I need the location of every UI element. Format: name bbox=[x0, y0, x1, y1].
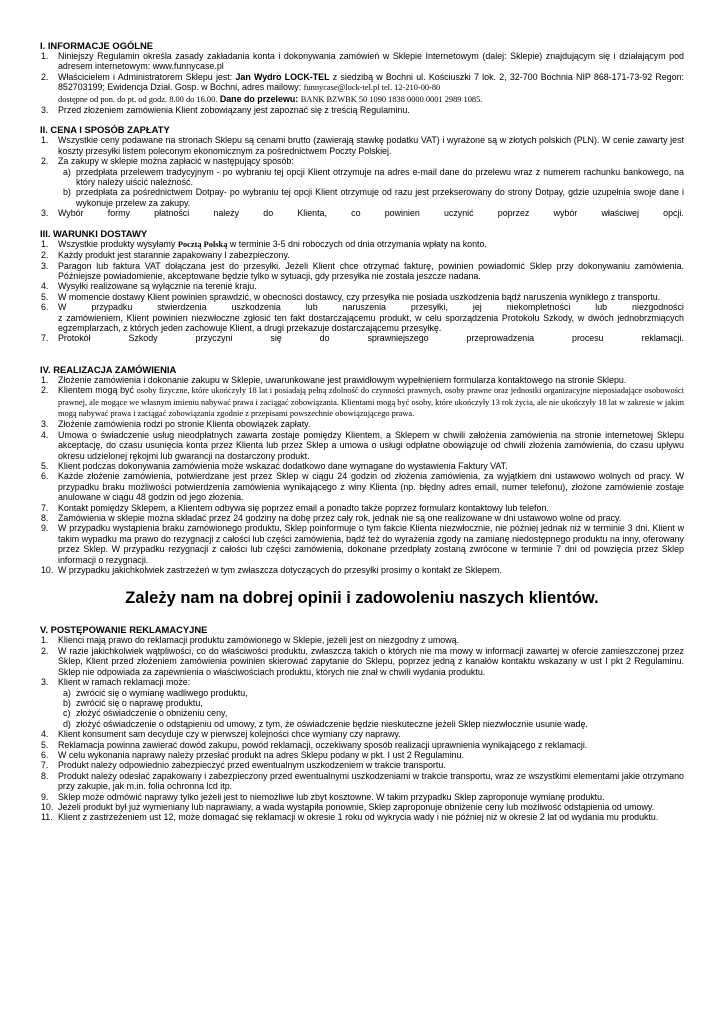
section-4-item: 8. Zamówienia w sklepie można składać przez 24 godziny na dobę przez cały rok, jednak nie są one realizowane w dni ustawowo wolne od pracy. bbox=[41, 513, 622, 524]
section-3-item: 7. Protokół Szkody przyczyni się do sprawniejszego przeprowadzenia procesu reklamacji. bbox=[41, 333, 684, 344]
section-2-subitem: b) przedpłata za pośrednictwem Dotpay- po wybraniu tej opcji Klient otrzymuje od razu jest przekserowany do strony Dotpay, gdzie uzupełnia swoje dane i wykonuje przelew za zakupy. bbox=[63, 187, 684, 208]
section-4-item: 2. Klientem mogą być osoby fizyczne, które ukończyły 18 lat i posiadają pełną zdolność do czynności prawnych, osoby prawne oraz jednostki organizacyjne nieposiadające osobowości prawnej, ale mogące we własnym imieniu nabywać prawa i zaciągać zobowiązania. Klientami mogą być osoby, które ukończyły 13 rok życia, ale nie ukończyły 18 lat w zakresie w jakim mogą nabywać prawa i zaciągać zobowiązania zgodnie z przepisami powszechnie obowiązującego prawa. bbox=[41, 385, 684, 418]
section-5-subitem: d) złożyć oświadczenie o odstąpieniu od umowy, z tym, że oświadczenie będzie nieskuteczne jeżeli Sklep niezwłocznie usunie wadę. bbox=[63, 718, 588, 729]
section-4-item: 5. Klient podczas dokonywania zamówienia może wskazać dodatkowo dane wymagane do wystawienia Faktury VAT. bbox=[41, 461, 508, 471]
contact-email: funnycase@lock-tel.pl tel. 12-210-00-80 bbox=[303, 83, 441, 93]
section-3-heading: III. WARUNKI DOSTAWY bbox=[40, 227, 148, 239]
section-5-item: 3. Klient w ramach reklamacji może: bbox=[41, 677, 191, 688]
section-5-item: 6. W celu wykonania naprawy należy przesłać produkt na adres Sklepu podany w pkt. I ust 2 Regulaminu. bbox=[41, 749, 465, 760]
section-1-heading: I. INFORMACJE OGÓLNE bbox=[40, 40, 154, 51]
section-1-item: 2. Właścicielem i Administratorem Sklepu jest: Jan Wydro LOCK-TEL z siedzibą w Bochni ul. Kościuszki 7 lok. 2, 32-700 Bochnia NIP 868-171-73-92 Regon: 852703199; Ewidencja Dział. Gosp. w Bochni, adres mailowy: funnycase@lock-tel.pl tel. 12-210-00-80 dostępne od pon. do pt. od godz. 8.00 do 16.00. Dane do przelewu: BANK BZWBK 50 1090 1838 0000 0001 2989 1085. bbox=[41, 71, 684, 104]
section-5-heading: V. POSTĘPOWANIE REKLAMACYJNE bbox=[40, 624, 208, 636]
section-5-item: 11. Klient z zastrzeżeniem ust 12, może domagać się reklamacji w okresie 1 roku od wykrycia wady i nie później niż w okresie 2 lat od wydania mu produktu. bbox=[41, 812, 659, 823]
regulamin-document bbox=[40, 40, 684, 823]
bank-account: BANK BZWBK 50 1090 1838 0000 0001 2989 1085. bbox=[300, 94, 483, 104]
slogan-heading: Zależy nam na dobrej opinii i zadowoleniu naszych klientów. bbox=[125, 589, 599, 608]
section-5-item: 1. Klienci mają prawo do reklamacji produktu zamówionego w Sklepie, jeżeli jest on niezgodny z umową. bbox=[41, 635, 460, 646]
section-4-heading: IV. REALIZACJA ZAMÓWIENIA bbox=[40, 363, 177, 375]
section-5-subitem: c) złożyć oświadczenie o obniżeniu ceny, bbox=[63, 708, 228, 719]
section-2-item: 3. Wybór formy płatności należy do Klienta, co powinien uczynić poprzez wybór właściwej opcji. bbox=[41, 208, 684, 219]
section-4-item: 9. W przypadku wystąpienia braku zamówionego produktu, Sklep poinformuje o tym fakcie Klienta niezwłocznie, nie później jednak niż w terminie 3 dni. Klient w takim wypadku ma prawo do rezygnacji z całości lub części zamówienia, bądź też do wyrażenia zgody na zamianę niedostępnego produktu na inny, oferowany przez Sklep. W przypadku rezygnacji z całości lub części zamówienia, dokonane przedpłaty zostaną zwrócone w terminie 7 dni od powzięcia przez Sklep informacji o rezygnacji. bbox=[41, 523, 684, 565]
section-2-subitem: a) przedpłata przelewem tradycyjnym - po wybraniu tej opcji Klient otrzymuje na adres e-mail dane do przelewu wraz z numerem rachunku bankowego, na który należy uiścić należność. bbox=[63, 166, 684, 188]
section-5-item: 2. W razie jakichkolwiek wątpliwości, co do właściwości produktu, zwłaszcza takich o których nie ma mowy w informacji zawartej w ofercie zamieszczonej przez Sklep, Klient przed złożeniem zamówienia powinien skierować zapytanie do Sklepu, poprzez jedną z kanałów kontaktu wskazany w ust I pkt 2 Regulaminu. Sklep nie odpowiada za zapewnienia o właściwościach produktu, których nie znał w chwili wydania produktu. bbox=[41, 645, 684, 677]
owner-name: Jan Wydro LOCK-TEL bbox=[235, 71, 330, 82]
section-3-item: 6. W przypadku stwierdzenia uszkodzenia lub naruszenia przesyłki, jej niekompletności lub niezgodności z zamówieniem, Klient powinien niezwłoczne zgłosić ten fakt dostarczającemu produkt, w celu sporządzenia Protokołu Szkody, w dwóch jednobrzmiących egzemplarzach, z których jeden zachowuje Klient, a drugi przekazuje dostarczającemu przesyłkę. bbox=[41, 302, 684, 333]
section-5-item: 5. Reklamacja powinna zawierać dowód zakupu, powód reklamacji, oczekiwany sposób realizacji uprawnienia wynikającego z reklamacji. bbox=[41, 739, 588, 750]
section-4-item: 7. Kontakt pomiędzy Sklepem, a Klientem odbywa się poprzez email a ponadto także poprzez formularz kontaktowy lub telefon. bbox=[41, 502, 549, 513]
section-2-heading: II. CENA I SPOSÓB ZAPŁATY bbox=[40, 124, 170, 136]
section-4-item: 4. Umowa o świadczenie usług nieodpłatnych zawarta zostaje pomiędzy Klientem, a Sklepem w chwili założenia zamówienia na stronie internetowej Sklepu akceptację, do czasu usunięcia konta przez Klienta lub przez Sklep a umowa o usługi odpłatne obowiązuje od chwili złożenia zamówienia, do czasu upływu okresu udzielonej rękojmi lub gwarancji na dostarczony produkt. bbox=[41, 429, 684, 461]
section-3-item: 1. Wszystkie produkty wysyłamy Pocztą Polską w terminie 3-5 dni roboczych od dnia otrzymania wpłaty na konto. bbox=[41, 238, 487, 249]
section-4-item: 6. Każde złożenie zamówienia, potwierdzane jest przez Sklep w ciągu 24 godzin od złożenia zamówienia, za wyjątkiem dni ustawowo wolnych od pracy. W przypadku braku możliwości potwierdzenia zamówienia wynikającego z winy Klienta (np. błędny adres email, numer telefonu), złożone zamówienie zostaje anulowane w ciągu 48 godzin od jego złożenia. bbox=[41, 471, 684, 503]
section-5-item: 4. Klient konsument sam decyduje czy w pierwszej kolejności chce wymiany czy naprawy. bbox=[41, 729, 401, 740]
section-5-subitem: a) zwrócić się o wymianę wadliwego produktu, bbox=[63, 687, 248, 698]
section-5-subitem: b) zwrócić się o naprawę produktu, bbox=[63, 697, 203, 708]
section-5-item: 9. Sklep może odmówić naprawy tylko jeżeli jest to niemożliwe lub zbyt kosztowne. W takim przypadku Sklep zaproponuje wymianę produktu. bbox=[41, 791, 605, 802]
section-5-item: 7. Produkt należy odpowiednio zabezpieczyć przed ewentualnym uszkodzeniem w trakcie transportu. bbox=[41, 760, 446, 771]
section-2-item: 2. Za zakupy w sklepie można zapłacić w następujący sposób: bbox=[41, 156, 294, 167]
section-3-item: 5. W momencie dostawy Klient powinien sprawdzić, w obecności dostawcy, czy przesyłka nie posiada uszkodzenia bądź naruszenia wynikłego z transportu. bbox=[41, 291, 661, 302]
section-3-item: 2. Każdy produkt jest starannie zapakowany I zabezpieczony. bbox=[41, 250, 290, 261]
section-3-item: 4. Wysyłki realizowane są wyłącznie na terenie kraju. bbox=[41, 281, 257, 292]
section-3-item: 3. Paragon lub faktura VAT dołączana jest do przesyłki. Jeżeli Klient chce otrzymać fakturę, powinien powiadomić Sklep przy dokonywaniu zamówienia. Późniejsze powiadomienie, akceptowane będzie tylko w sytuacji, gdy przesyłka nie została jeszcze nadana. bbox=[41, 260, 684, 281]
section-2-item: 1. Wszystkie ceny podawane na stronach Sklepu są cenami brutto (zawierają stawkę podatku VAT) i wyrażone są w złotych polskich (PLN). W cenie zawarty jest koszty przesyłki listem poleconym ekonomicznym za pośrednictwem Poczty Polskiej. bbox=[41, 135, 684, 156]
section-5-item: 8. Produkt należy odesłać zapakowany i zabezpieczony przed ewentualnymi uszkodzeniami w trakcie transportu, wraz ze wszystkimi elementami jakie otrzymano przy zakupie, jak m.in. folia ochronna lcd itp. bbox=[41, 770, 684, 792]
section-4-item: 1. Złożenie zamówienia i dokonanie zakupu w Sklepie, uwarunkowane jest prawidłowym wypełnieniem formularza kontaktowego na stronie Sklepu. bbox=[41, 374, 627, 385]
section-5-item: 10. Jeżeli produkt był już wymieniany lub naprawiany, a wada wystąpiła ponownie, Sklep zaproponuje obniżenie ceny lub możliwość odstąpienia od umowy. bbox=[41, 801, 655, 812]
section-1-item: 1. Niniejszy Regulamin określa zasady zakładania konta i dokonywania zamówień w Sklepie Internetowym (dalej: Sklepie) znajdującym się i działającym pod adresem internetowym: www.funnycase.pl bbox=[41, 51, 684, 72]
section-4-item: 3. Złożenie zamówienia rodzi po stronie Klienta obowiązek zapłaty. bbox=[41, 419, 311, 430]
section-1-item: 3. Przed złożeniem zamówienia Klient zobowiązany jest zapoznać się z treścią Regulaminu. bbox=[41, 105, 410, 116]
section-4-item: 10. W przypadku jakichkolwiek zastrzeżeń w tym zwłaszcza dotyczących do przesyłki prosimy o kontakt ze Sklepem. bbox=[41, 565, 502, 576]
